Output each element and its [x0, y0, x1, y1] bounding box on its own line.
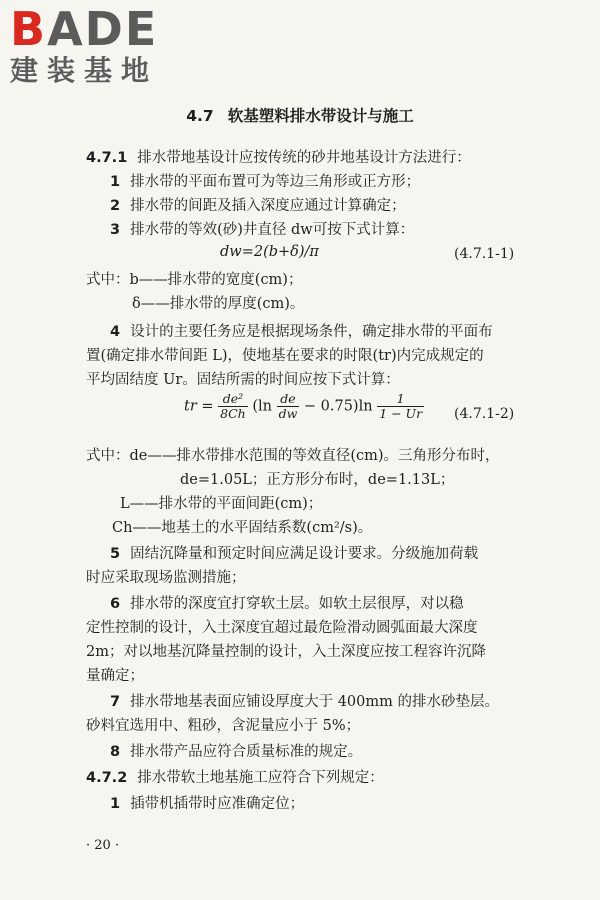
clause-4-7-2-item-1: 1 插带机插带时应准确定位； — [110, 796, 305, 812]
bade-logo — [10, 4, 180, 88]
item-3: 3 排水带的等效(砂)井直径 dw可按下式计算： — [110, 222, 415, 238]
equation-1-number: (4.7.1-1) — [454, 246, 515, 262]
logo-tagline: 建装基地 — [10, 54, 159, 87]
where-de-values: de=1.05L；正方形分布时，de=1.13L； — [180, 472, 455, 488]
item-7-line-2: 砂料宜选用中、粗砂，含泥量应小于 5%； — [86, 718, 361, 734]
item-4-line-2: 置(确定排水带间距 L)，使地基在要求的时限(tr)内完成规定的 — [86, 348, 484, 364]
item-2: 2 排水带的间距及插入深度应通过计算确定； — [110, 198, 406, 214]
clause-4-7-1: 4.7.1 排水带地基设计应按传统的砂井地基设计方法进行： — [86, 150, 471, 166]
equation-2-number: (4.7.1-2) — [454, 406, 515, 422]
item-6-line-3: 2m；对以地基沉降量控制的设计，入土深度应按工程容许沉降 — [86, 644, 486, 660]
where-b: 式中：b——排水带的宽度(cm)； — [86, 272, 303, 288]
item-5: 5 固结沉降量和预定时间应满足设计要求。分级施加荷载 — [110, 546, 479, 562]
item-4-line-3: 平均固结度 Ur。固结所需的时间应按下式计算： — [86, 372, 400, 388]
equation-1: dw=2(b+δ)/π — [220, 244, 319, 260]
where-delta: δ——排水带的厚度(cm)。 — [132, 296, 305, 312]
item-1: 1 排水带的平面布置可为等边三角形或正方形； — [110, 174, 421, 190]
section-number: 4.7 — [186, 107, 214, 125]
section-title — [0, 104, 600, 126]
page-number: · 20 · — [86, 838, 120, 853]
item-6-line-4: 量确定； — [86, 668, 144, 684]
section-title-text: 软基塑料排水带设计与施工 — [227, 107, 414, 125]
item-6-line-2: 定性控制的设计，入土深度宜超过最危险滑动圆弧面最大深度 — [86, 620, 478, 636]
item-7: 7 排水带地基表面应铺设厚度大于 400mm 的排水砂垫层。 — [110, 694, 499, 710]
fraction-1-1-ur: $\frac{1}{1 - Ur}$ — [379, 391, 423, 421]
where-de: 式中：de——排水带排水范围的等效直径(cm)。三角形分布时， — [86, 448, 500, 464]
fraction-de2-8ch: $\frac{\text{de²}}{8Ch}$ — [220, 391, 246, 421]
item-5-line-2: 时应采取现场监测措施； — [86, 570, 246, 586]
equation-2: tr = $\frac{\text{de²}}{8Ch}$ (ln $\frac{de}{dw}$ − 0.75)ln $\frac{1}{1 - Ur}$ — [184, 391, 423, 421]
clause-4-7-2: 4.7.2 排水带软土地基施工应符合下列规定： — [86, 770, 384, 786]
item-4: 4 设计的主要任务应是根据现场条件，确定排水带的平面布 — [110, 324, 493, 340]
logo-wordmark: BADE — [10, 2, 159, 56]
where-l: L——排水带的平面间距(cm)； — [120, 496, 323, 512]
where-ch: Ch——地基土的水平固结系数(cm²/s)。 — [112, 520, 373, 536]
fraction-de-dw: $\frac{de}{dw}$ — [278, 391, 298, 421]
item-8: 8 排水带产品应符合质量标准的规定。 — [110, 744, 363, 760]
item-6: 6 排水带的深度宜打穿软土层。如软土层很厚，对以稳 — [110, 596, 464, 612]
